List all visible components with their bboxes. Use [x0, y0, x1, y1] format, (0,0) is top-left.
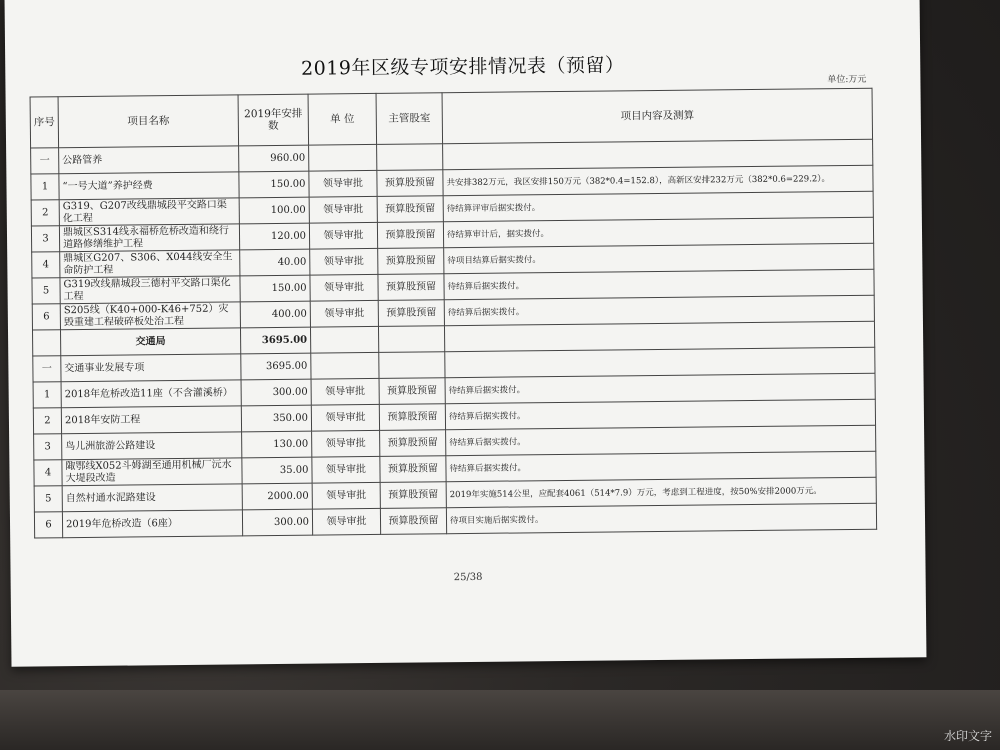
- row-department: [378, 326, 444, 353]
- row-number: 5: [32, 278, 60, 304]
- row-approval-unit: 领导审批: [312, 430, 380, 457]
- row-number: 一: [31, 148, 59, 174]
- row-detail: 待结算后据实拨付。: [445, 373, 875, 404]
- row-department: [377, 144, 443, 171]
- row-approval-unit: [311, 352, 379, 379]
- row-detail: 待项目结算后据实拨付。: [444, 243, 874, 274]
- row-approval-unit: 领导审批: [309, 196, 377, 223]
- row-number: 一: [33, 356, 61, 382]
- row-number: 4: [32, 252, 60, 278]
- header-dept: 主管股室: [376, 93, 443, 145]
- row-project-name: 公路管养: [59, 146, 239, 174]
- row-detail: 待结算后据实拨付。: [446, 425, 876, 456]
- row-number: 2: [33, 408, 61, 434]
- row-department: 预算股预留: [378, 274, 444, 301]
- header-unit: 单 位: [308, 93, 377, 145]
- row-number: 6: [32, 304, 60, 330]
- row-amount: 300.00: [241, 379, 311, 406]
- row-number: 1: [31, 174, 59, 200]
- table-header-row: [30, 88, 872, 148]
- row-amount: 3695.00: [240, 327, 310, 354]
- header-amount: 2019年安排数: [238, 94, 309, 146]
- row-project-name: 鼎城区G207、S306、X044线安全生命防护工程: [60, 250, 240, 278]
- row-project-name: 鼎城区S314线永福桥危桥改造和绕行道路修缮维护工程: [59, 224, 239, 252]
- row-department: [379, 352, 445, 379]
- row-project-name: “一号大道”养护经费: [59, 172, 239, 200]
- page-title: 2019年区级专项安排情况表（预留）: [300, 54, 625, 80]
- row-project-name: 交通局: [60, 328, 240, 356]
- row-project-name: 鸟儿洲旅游公路建设: [62, 432, 242, 460]
- page-number: 25/38: [453, 571, 483, 584]
- row-detail: 待结算后据实拨付。: [444, 295, 874, 326]
- row-project-name: 2018年危桥改造11座（不含灌溪桥）: [61, 380, 241, 408]
- row-approval-unit: [310, 326, 378, 353]
- row-amount: 150.00: [239, 171, 309, 198]
- row-detail: 待结算后据实拨付。: [446, 451, 876, 482]
- row-amount: 3695.00: [241, 353, 311, 380]
- row-approval-unit: 领导审批: [311, 404, 379, 431]
- row-approval-unit: 领导审批: [309, 170, 377, 197]
- row-department: 预算股预留: [377, 196, 443, 223]
- row-amount: 35.00: [242, 457, 312, 484]
- row-approval-unit: 领导审批: [310, 274, 378, 301]
- row-number: 5: [34, 486, 62, 512]
- row-amount: 100.00: [239, 197, 309, 224]
- row-amount: 150.00: [240, 275, 310, 302]
- row-amount: 120.00: [239, 223, 309, 250]
- row-number: 4: [34, 460, 62, 486]
- row-project-name: 自然村通水泥路建设: [62, 484, 242, 512]
- row-approval-unit: 领导审批: [310, 300, 378, 327]
- row-amount: 300.00: [242, 509, 312, 536]
- row-number: [32, 330, 60, 356]
- row-department: 预算股预留: [380, 430, 446, 457]
- row-detail: 待结算评审后据实拨付。: [443, 191, 873, 222]
- row-detail: 待结算后据实拨付。: [444, 269, 874, 300]
- row-detail: 共安排382万元，我区安排150万元（382*0.4=152.8），高新区安排232万元（382*0.6=229.2）。: [443, 165, 873, 196]
- row-amount: 350.00: [241, 405, 311, 432]
- row-approval-unit: 领导审批: [312, 482, 380, 509]
- row-approval-unit: 领导审批: [312, 508, 380, 535]
- row-project-name: 2019年危桥改造（6座）: [62, 510, 242, 538]
- row-detail: 待项目实施后据实拨付。: [446, 503, 876, 534]
- header-name: 项目名称: [58, 95, 239, 148]
- row-project-name: S205线（K40+000-K46+752）灾毁重建工程破碎板处治工程: [60, 302, 240, 330]
- row-department: 预算股预留: [380, 508, 446, 535]
- unit-label: 单位:万元: [827, 74, 867, 86]
- row-number: 3: [31, 226, 59, 252]
- row-approval-unit: 领导审批: [309, 222, 377, 249]
- row-number: 1: [33, 382, 61, 408]
- row-amount: 400.00: [240, 301, 310, 328]
- table-body: [31, 139, 877, 538]
- row-project-name: 交通事业发展专项: [61, 354, 241, 382]
- row-number: 3: [34, 434, 62, 460]
- row-department: 预算股预留: [377, 222, 443, 249]
- row-amount: 40.00: [240, 249, 310, 276]
- row-department: 预算股预留: [379, 378, 445, 405]
- row-department: 预算股预留: [378, 248, 444, 275]
- row-approval-unit: [309, 144, 377, 171]
- header-detail: 项目内容及测算: [442, 88, 873, 144]
- row-department: 预算股预留: [377, 170, 443, 197]
- row-amount: 130.00: [242, 431, 312, 458]
- desk-edge: [0, 690, 1000, 750]
- row-approval-unit: 领导审批: [311, 378, 379, 405]
- row-project-name: 陬鄂线X052斗姆湖至通用机械厂沅水大堤段改造: [62, 458, 242, 486]
- row-amount: 960.00: [239, 145, 309, 172]
- row-detail: 2019年实施514公里，应配套4061（514*7.9）万元，考虑到工程进度，按50%安排2000万元。: [446, 477, 876, 508]
- header-no: 序号: [30, 97, 59, 148]
- row-department: 预算股预留: [379, 404, 445, 431]
- row-number: 2: [31, 200, 59, 226]
- row-project-name: G319、G207改线鼎城段平交路口渠化工程: [59, 198, 239, 226]
- row-project-name: 2018年安防工程: [61, 406, 241, 434]
- row-detail: 待结算后据实拨付。: [445, 399, 875, 430]
- row-number: 6: [34, 512, 62, 538]
- row-department: 预算股预留: [380, 456, 446, 483]
- row-approval-unit: 领导审批: [310, 248, 378, 275]
- row-department: 预算股预留: [378, 300, 444, 327]
- row-approval-unit: 领导审批: [312, 456, 380, 483]
- allocation-table: [30, 88, 878, 539]
- row-detail: 待结算审计后，据实拨付。: [443, 217, 873, 248]
- row-project-name: G319改线鼎城段三德村平交路口渠化工程: [60, 276, 240, 304]
- document-page: [5, 0, 927, 667]
- watermark: 水印文字: [943, 729, 992, 743]
- row-department: 预算股预留: [380, 482, 446, 509]
- row-amount: 2000.00: [242, 483, 312, 510]
